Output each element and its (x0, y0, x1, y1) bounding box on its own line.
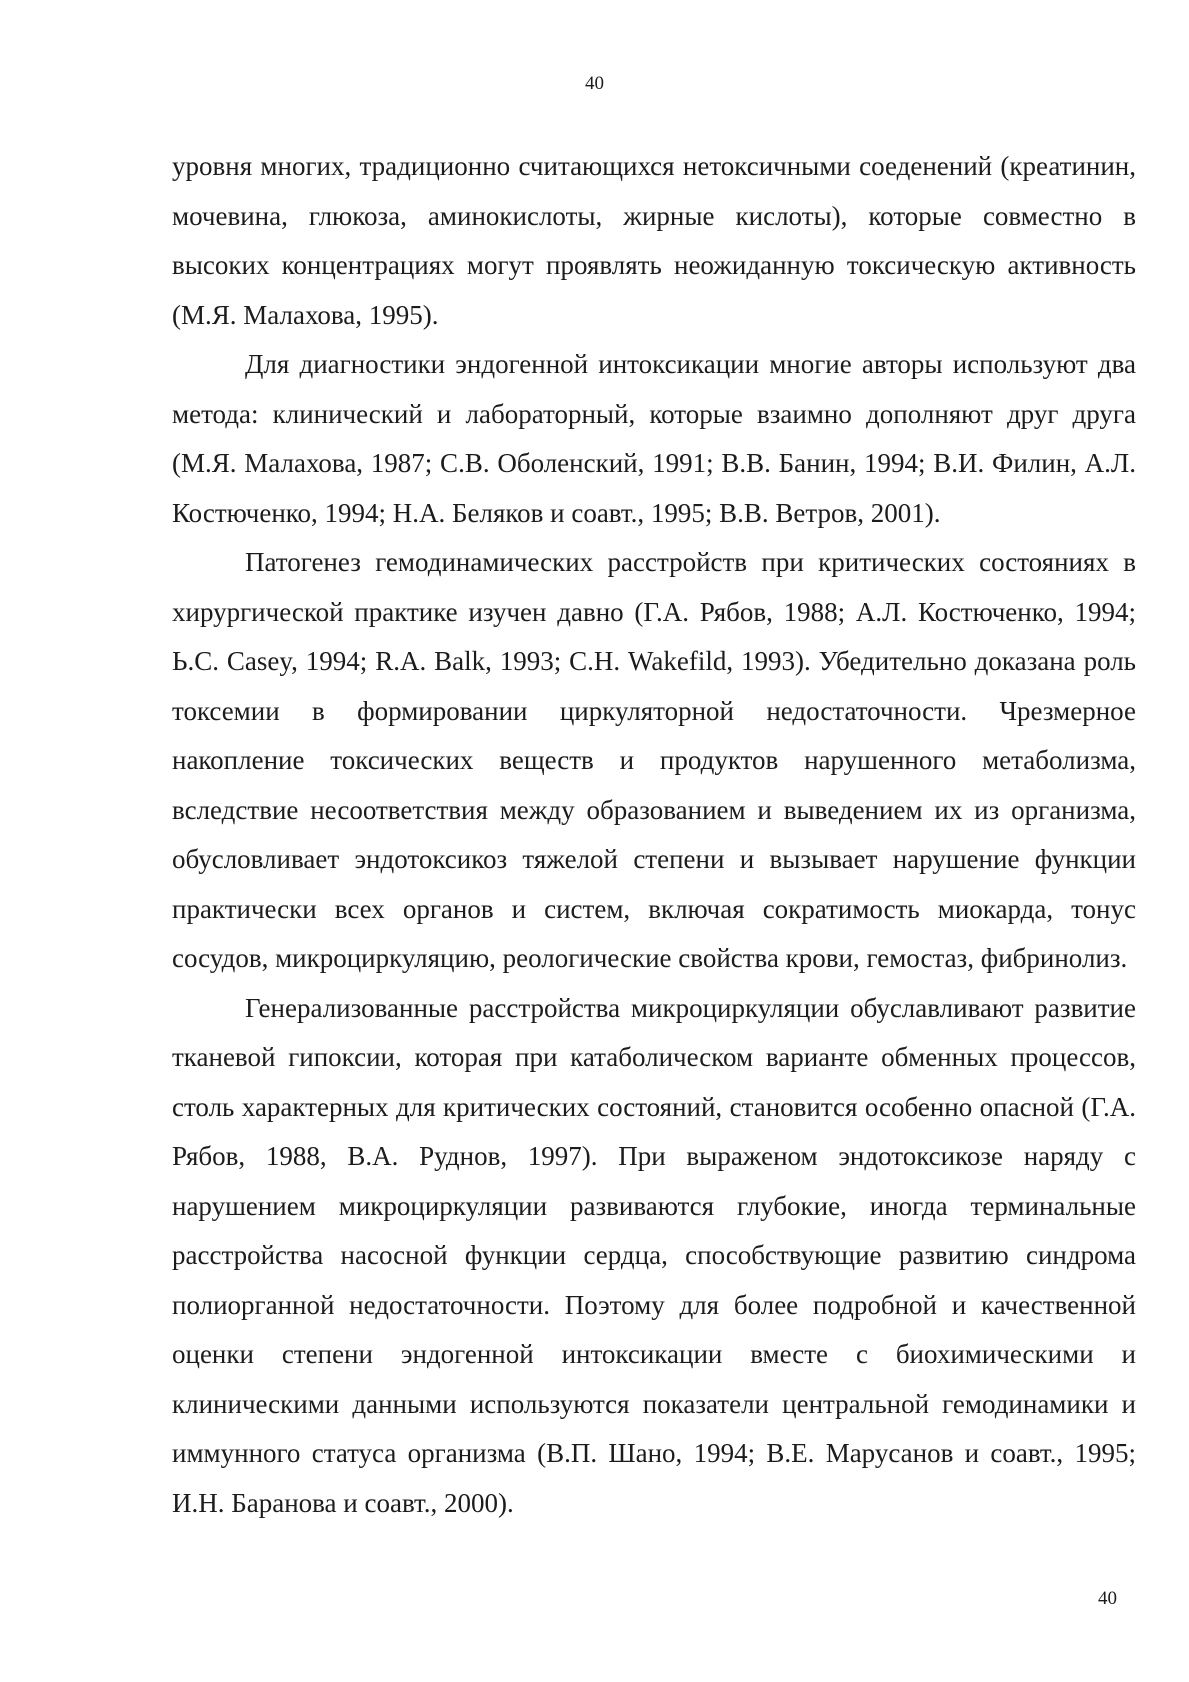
paragraph-microcirculation: Генерализованные расстройства микроциркуляции обуславливают развитие тканевой гипоксии, которая при катаболическом варианте обменных процессов, столь характерных для критических состояний, становится особенно опасной (Г.А. Рябов, 1988, В.А. Руднов, 1997). При выраженом эндотоксикозе наряду с нарушением микроциркуляции развиваются глубокие, иногда терминальные расстройства насосной функции сердца, способствующие развитию синдрома полиорганной недостаточности. Поэтому для более подробной и качественной оценки степени эндогенной интоксикации вместе с биохимическими и клиническими данными используются показатели центральной гемодинамики и иммунного статуса организма (В.П. Шано, 1994; В.Е. Марусанов и соавт., 1995; И.Н. Баранова и соавт., 2000). (172, 992, 1136, 1518)
body-text (172, 142, 1136, 1528)
paragraph-continuation: уровня многих, традиционно считающихся нетоксичными соеденений (креатинин, мочевина, глюкоза, аминокислоты, жирные кислоты), которые совместно в высоких концентрациях могут проявлять неожиданную токсическую активность (М.Я. Малахова, 1995). (172, 151, 1136, 330)
page-number-bottom: 40 (1098, 1588, 1117, 1609)
page-number-top: 40 (585, 73, 604, 94)
paragraph-pathogenesis: Патогенез гемодинамических расстройств при критических состояниях в хирургической практике изучен давно (Г.А. Рябов, 1988; А.Л. Костюченко, 1994; Ь.С. Casey, 1994; R.A. Balk, 1993; С.Н. Wakefild, 1993). Убедительно доказана роль токсемии в формировании циркуляторной недостаточности. Чрезмерное накопление токсических веществ и продуктов нарушенного метаболизма, вследствие несоответствия между образованием и выведением их из организма, обусловливает эндотоксикоз тяжелой степени и вызывает нарушение функции практически всех органов и систем, включая сократимость миокарда, тонус сосудов, микроциркуляцию, реологические свойства крови, гемостаз, фибринолиз. (172, 547, 1136, 973)
paragraph-diagnostics: Для диагностики эндогенной интоксикации многие авторы используют два метода: клинический и лабораторный, которые взаимно дополняют друг друга (М.Я. Малахова, 1987; С.В. Оболенский, 1991; В.В. Банин, 1994; В.И. Филин, А.Л. Костюченко, 1994; Н.А. Беляков и соавт., 1995; В.В. Ветров, 2001). (172, 349, 1136, 528)
